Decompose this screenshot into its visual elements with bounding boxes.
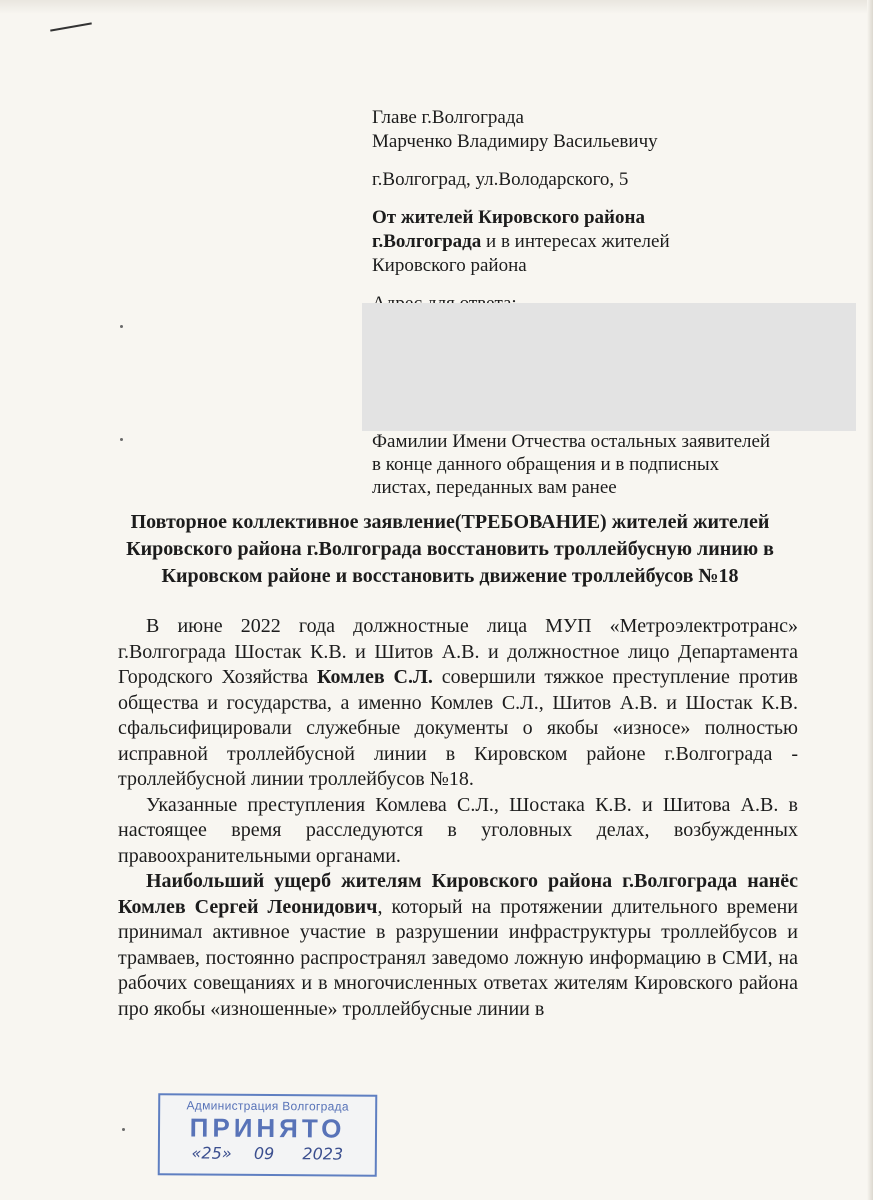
document-title: Повторное коллективное заявление(ТРЕБОВАНИЕ) жителей жителей Кировского района г.Волгограда восстановить троллейбусную линию в Кировском районе и восстановить движение троллейбусов №18	[126, 511, 774, 587]
addressee-title: Главе г.Волгограда	[372, 107, 524, 128]
addressee-block	[372, 106, 792, 316]
paragraph-3: Наибольший ущерб жителям Кировского района г.Волгограда нанёс Комлев Сергей Леонидович, который на протяжении длительного времени принимал активное участие в разрушении инфраструктуры троллейбусов и трамваев, постоянно распространял заведомо ложную информацию в СМИ, на рабочих совещаниях и в многочисленных ответах жителям Кировского района про якобы «изношенные» троллейбусные линии в	[118, 870, 798, 1020]
stamp-organization: Администрация Волгограда	[186, 1098, 349, 1114]
pen-mark	[50, 22, 92, 31]
stamp-month: 09	[253, 1143, 275, 1164]
sender-line-2: г.Волгограда и в интересах жителей	[372, 231, 670, 252]
page-right-edge	[867, 0, 873, 1200]
received-stamp	[158, 1093, 378, 1177]
addressee-address: г.Волгоград, ул.Володарского, 5	[372, 169, 629, 190]
paragraph-1: В июне 2022 года должностные лица МУП «Метроэлектротранс» г.Волгограда Шостак К.В. и Шитов А.В. и должностное лицо Департамента Городского Хозяйства Комлев С.Л. совершили тяжкое преступление против общества и государства, а именно Комлев С.Л., Шитов А.В. и Шостак К.В. сфальсифицировали служебные документы о якобы «износе» полностью исправной троллейбусной линии в Кировском районе г.Волгограда - троллейбусной линии троллейбусов №18.	[118, 615, 798, 790]
stamp-day: «25»	[191, 1143, 232, 1163]
other-applicants-note: Фамилии Имени Отчества остальных заявителей в конце данного обращения и в подписных листах, переданных вам ранее	[372, 431, 771, 498]
sender-line-3: Кировского района	[372, 255, 527, 276]
page-top-edge	[0, 0, 873, 14]
sender-line-1: От жителей Кировского района	[372, 207, 645, 228]
scan-speck	[122, 1128, 125, 1131]
scan-speck	[120, 438, 123, 441]
addressee-name: Марченко Владимиру Васильевичу	[372, 131, 658, 152]
redacted-area	[362, 303, 856, 431]
document-body	[118, 614, 798, 1022]
stamp-year: 2023	[302, 1144, 344, 1164]
paragraph-2: Указанные преступления Комлева С.Л., Шостака К.В. и Шитова А.В. в настоящее время расследуются в уголовных делах, возбужденных правоохранительными органами.	[118, 793, 798, 867]
stamp-status: ПРИНЯТО	[189, 1112, 346, 1144]
scan-speck	[120, 325, 123, 328]
stamp-date	[160, 1143, 375, 1164]
